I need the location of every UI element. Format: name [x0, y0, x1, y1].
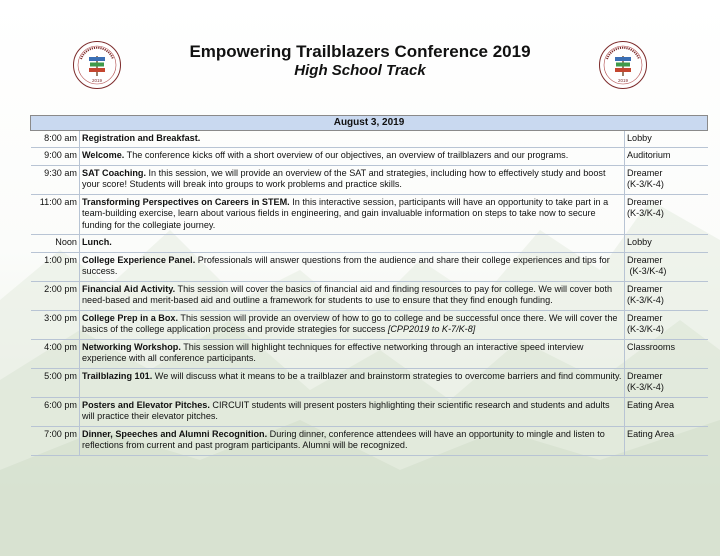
event-text: During dinner, conference attendees will have an opportunity to mingle and listen to reflections from current and past program participants. Alumni will be recognized.: [82, 428, 605, 450]
event-time: 2:00 pm: [31, 281, 80, 310]
schedule-row: [31, 130, 708, 148]
page-header: [160, 42, 560, 80]
event-description: [80, 426, 625, 455]
event-title: Registration and Breakfast.: [82, 132, 201, 143]
event-text: This session will provide an overview of how to go to college and be successful once there. We will cover the basics of the college application process and provide strategies for success: [82, 312, 618, 334]
schedule-row: [31, 397, 708, 426]
schedule-row: [31, 426, 708, 455]
schedule-row: [31, 194, 708, 235]
event-description: [80, 339, 625, 368]
event-title: Dinner, Speeches and Alumni Recognition.: [82, 428, 268, 439]
event-time: 9:00 am: [31, 148, 80, 166]
event-time: 4:00 pm: [31, 339, 80, 368]
schedule-row: [31, 281, 708, 310]
event-text: This session will highlight techniques for effective networking through an interactive speed interview experience with all conference participants.: [82, 341, 584, 363]
event-description: [80, 130, 625, 148]
conference-logo-right: [598, 40, 648, 90]
event-description: [80, 235, 625, 253]
conference-seal-icon: [598, 40, 648, 90]
event-title: Posters and Elevator Pitches.: [82, 399, 210, 410]
schedule-row: [31, 148, 708, 166]
schedule-date: August 3, 2019: [31, 116, 708, 131]
page-subtitle: High School Track: [294, 62, 426, 79]
event-time: 7:00 pm: [31, 426, 80, 455]
event-title: Transforming Perspectives on Careers in STEM.: [82, 196, 290, 207]
event-description: [80, 252, 625, 281]
event-text: In this session, we will provide an overview of the SAT and strategies, including how to effectively study and boost your score! Students will break into groups to work problems and practice skills.: [82, 167, 606, 189]
event-description: [80, 148, 625, 166]
logo-year: 2019: [91, 78, 103, 83]
event-title: College Prep in a Box.: [82, 312, 179, 323]
schedule-row: [31, 252, 708, 281]
event-location: Dreamer (K-3/K-4): [625, 368, 708, 397]
event-time: 3:00 pm: [31, 310, 80, 339]
event-text: In this interactive session, participants will have an opportunity to take part in a team-building exercise, learn about various fields in engineering, and gain invaluable information on steps to take now to secure funding for the collegiate journey.: [82, 196, 609, 230]
event-location: Eating Area: [625, 397, 708, 426]
schedule-row: [31, 368, 708, 397]
event-time: 8:00 am: [31, 130, 80, 148]
schedule-row: [31, 339, 708, 368]
event-title: Welcome.: [82, 150, 125, 160]
event-title: Lunch.: [82, 237, 112, 247]
event-description: [80, 310, 625, 339]
event-time: 6:00 pm: [31, 397, 80, 426]
conference-logo-left: [72, 40, 122, 90]
event-text: CIRCUIT students will present posters highlighting their scientific research and students and adults will practice their elevator pitches.: [82, 399, 610, 421]
date-row: [31, 116, 708, 131]
event-location: Dreamer (K-3/K-4): [625, 165, 708, 194]
event-title: College Experience Panel.: [82, 254, 196, 265]
event-description: [80, 281, 625, 310]
event-location: Dreamer (K-3/K-4): [625, 194, 708, 235]
logo-year: 2019: [617, 78, 629, 83]
schedule-row: [31, 235, 708, 253]
event-location: Eating Area: [625, 426, 708, 455]
event-time: 5:00 pm: [31, 368, 80, 397]
event-title: Financial Aid Activity.: [82, 283, 176, 294]
event-time: 1:00 pm: [31, 252, 80, 281]
event-description: [80, 368, 625, 397]
event-location: Lobby: [625, 235, 708, 253]
event-title: Networking Workshop.: [82, 341, 181, 352]
page-title: Empowering Trailblazers Conference 2019: [189, 42, 531, 61]
event-text: We will discuss what it means to be a trailblazer and brainstorm strategies to overcome barriers and find community.: [154, 370, 622, 381]
event-location: Dreamer (K-3/K-4): [625, 281, 708, 310]
event-location: Dreamer (K-3/K-4): [625, 252, 708, 281]
event-location: Classrooms: [625, 339, 708, 368]
event-time: Noon: [31, 235, 80, 253]
event-note: [CPP2019 to K-7/K-8]: [387, 324, 476, 334]
event-description: [80, 397, 625, 426]
schedule-row: [31, 310, 708, 339]
schedule-table: [30, 115, 708, 456]
event-location: Dreamer (K-3/K-4): [625, 310, 708, 339]
event-description: [80, 194, 625, 235]
event-description: [80, 165, 625, 194]
event-location: Auditorium: [625, 148, 708, 166]
event-title: SAT Coaching.: [82, 167, 146, 178]
event-time: 9:30 am: [31, 165, 80, 194]
event-time: 11:00 am: [31, 194, 80, 235]
event-text: This session will cover the basics of financial aid and finding resources to pay for college. We will cover both need-based and merit-based aid and outline a framework for students to use to ensure that they find enough funding.: [82, 283, 613, 305]
schedule-row: [31, 165, 708, 194]
event-text: Professionals will answer questions from the audience and share their college experiences and tips for success.: [82, 254, 610, 276]
conference-seal-icon: [72, 40, 122, 90]
event-location: Lobby: [625, 130, 708, 148]
event-title: Trailblazing 101.: [82, 370, 153, 381]
event-text: The conference kicks off with a short overview of our objectives, an overview of trailblazers and our programs.: [126, 150, 569, 160]
